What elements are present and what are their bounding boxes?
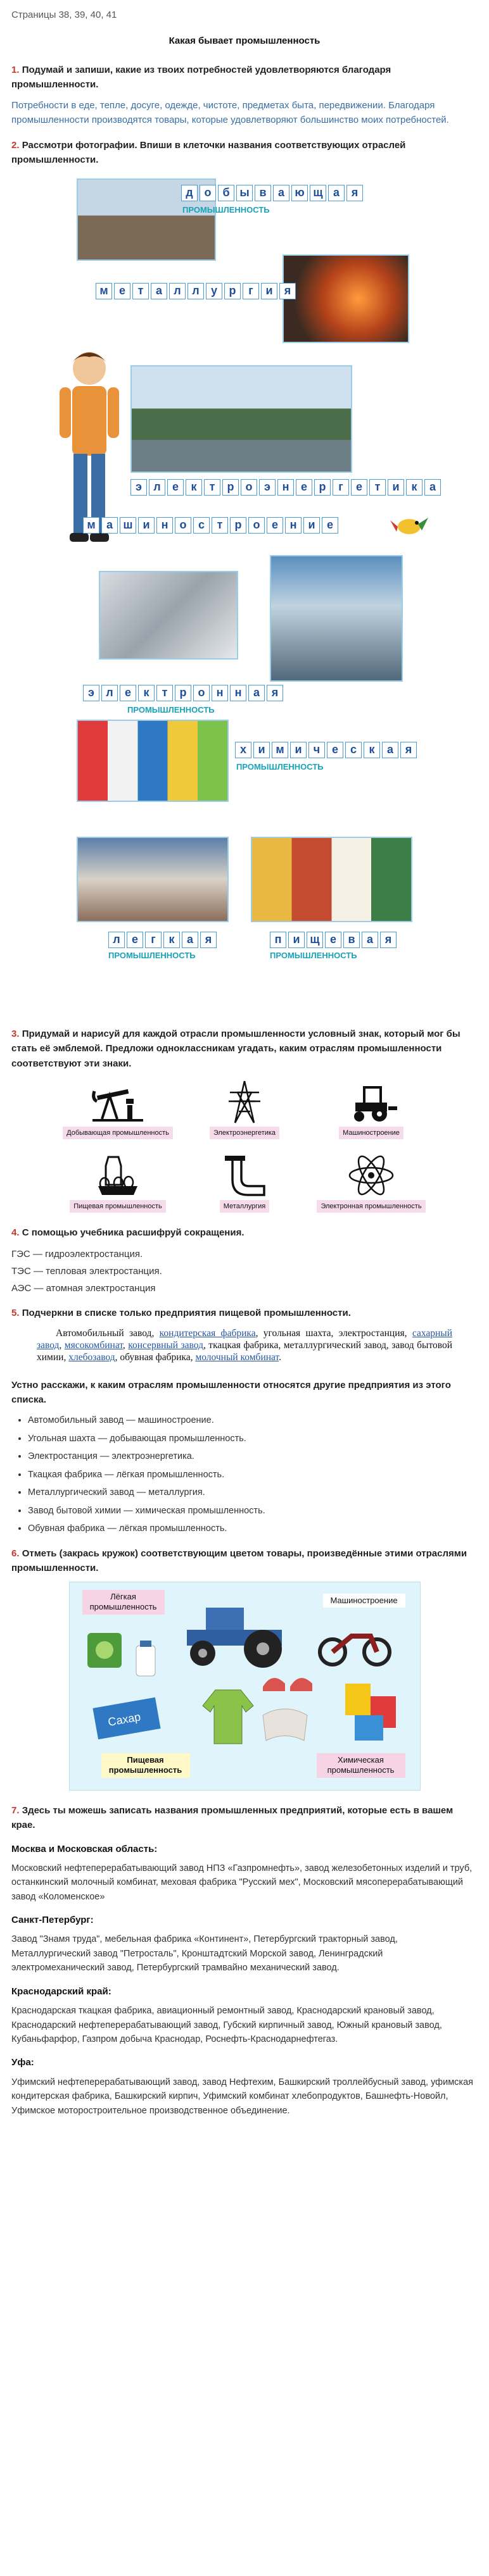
task-text: Подчеркни в списке только предприятия пищевой промышленности.	[22, 1308, 351, 1319]
underlined-factory: консервный завод	[128, 1339, 203, 1351]
letter-box[interactable]: е	[167, 479, 184, 496]
underlined-factory: кондитерская фабрика	[159, 1327, 256, 1339]
letter-box[interactable]: б	[218, 185, 234, 201]
region-text: Уфимский нефтеперерабатывающий завод, завод Нефтехим, Башкирский троллейбусный завод, уфимская кондитерская фабрика, Башкирский кирпич, Уфимский комбинат хлебопродуктов, Башнефть-Новойл, Уфимское моторостроительное производственное объединение.	[11, 2077, 473, 2116]
letter-box[interactable]: с	[193, 517, 210, 534]
caption-himicheskaya: ПРОМЫШЛЕННОСТЬ	[236, 762, 324, 772]
region-text: Московский нефтеперерабатывающий завод НПЗ «Газпромнефть», завод железобетонных изделий и труб, останкинский молочный комбинат, меховая фабрика "Русский мех", Московский мясоперерабатывающий завод «Коломенское»	[11, 1863, 473, 1902]
tag-food-industry: Пищевая промышленность	[101, 1753, 190, 1778]
caption-dobyvayushchaya: ПРОМЫШЛЕННОСТЬ	[182, 205, 270, 215]
task-text: Придумай и нарисуй для каждой отрасли промышленности условный знак, который мог бы стать её эмблемой. Предложи одноклассникам угадать, каким отраслям промышленности соответствуют эти знаки.	[11, 1029, 460, 1069]
underlined-factory: молочный комбинат	[195, 1352, 279, 1363]
list-item: • Электростанция — электроэнергетика.	[28, 1449, 478, 1463]
letter-box[interactable]: о	[200, 185, 216, 201]
emblem-label: Добывающая промышленность	[63, 1127, 173, 1139]
emblems-grid	[11, 1080, 478, 1213]
factory-text-part: ,	[59, 1339, 65, 1351]
task-text: Отметь (закрась кружок) соответствующим цветом товары, произведённые этими отраслями промышленности.	[11, 1547, 467, 1573]
letter-box[interactable]: о	[193, 685, 210, 701]
letter-box[interactable]: э	[83, 685, 99, 701]
letter-box[interactable]: а	[182, 932, 198, 948]
svg-text:Сахар: Сахар	[106, 1710, 142, 1729]
tractor-picture	[174, 1595, 307, 1671]
motorcycle-picture	[317, 1617, 393, 1668]
list-item: • Автомобильный завод — машиностроение.	[28, 1413, 478, 1427]
letter-box[interactable]: м	[272, 742, 288, 758]
letter-box[interactable]: е	[322, 517, 338, 534]
word-row-himicheskaya	[235, 742, 417, 758]
car-factory-photo	[99, 571, 238, 660]
letter-box[interactable]: и	[388, 479, 404, 496]
letter-box[interactable]: е	[127, 932, 143, 948]
paint-cans-picture	[336, 1677, 405, 1747]
goods-picture	[69, 1582, 421, 1791]
underlined-factory: хлебозавод	[68, 1352, 115, 1363]
pipe-icon	[216, 1153, 273, 1197]
factory-text-part: .	[279, 1352, 281, 1363]
letter-box[interactable]: к	[186, 479, 202, 496]
letter-box[interactable]: с	[345, 742, 362, 758]
letter-box[interactable]: л	[149, 479, 165, 496]
caption-legkaya: ПРОМЫШЛЕННОСТЬ	[108, 951, 196, 960]
power-tower-icon	[216, 1080, 273, 1124]
letter-box[interactable]: н	[277, 479, 294, 496]
jacket-picture	[196, 1684, 260, 1747]
letter-box[interactable]: э	[259, 479, 276, 496]
chemicals-photo	[77, 720, 229, 802]
milk-bottle-picture	[130, 1639, 162, 1677]
letter-box[interactable]: т	[204, 479, 220, 496]
letter-box[interactable]: р	[175, 685, 191, 701]
power-plant-photo	[130, 365, 352, 473]
letter-box[interactable]: е	[296, 479, 312, 496]
list-item: • Завод бытовой химии — химическая промышленность.	[28, 1504, 478, 1518]
task-1-heading	[11, 63, 478, 92]
letter-box[interactable]: т	[132, 283, 149, 299]
letter-box[interactable]: э	[130, 479, 147, 496]
letter-box[interactable]: е	[267, 517, 283, 534]
underlined-factory: мясокомбинат	[64, 1339, 123, 1351]
letter-box[interactable]: к	[364, 742, 380, 758]
region-name: Краснодарский край:	[11, 1985, 111, 1997]
letter-box[interactable]: о	[241, 479, 257, 496]
letter-box[interactable]: а	[248, 685, 265, 701]
letter-box[interactable]: и	[288, 932, 305, 948]
emblem-machine	[308, 1080, 435, 1139]
letter-box[interactable]: а	[382, 742, 398, 758]
emblem-power	[181, 1080, 308, 1139]
task-number: 5.	[11, 1308, 20, 1319]
letter-box[interactable]: а	[362, 932, 378, 948]
word-row-metallurgiya	[96, 283, 296, 299]
letter-box[interactable]: к	[163, 932, 180, 948]
letter-box[interactable]: р	[222, 479, 239, 496]
letter-box[interactable]: щ	[310, 185, 326, 201]
region-name: Санкт-Петербург:	[11, 1915, 94, 1926]
letter-box[interactable]: и	[253, 742, 270, 758]
list-item: • Угольная шахта — добывающая промышленность.	[28, 1432, 478, 1446]
letter-box[interactable]: г	[145, 932, 162, 948]
letter-box[interactable]: р	[230, 517, 246, 534]
letter-box[interactable]: и	[303, 517, 320, 534]
letter-box[interactable]: у	[206, 283, 222, 299]
region-name: Уфа:	[11, 2057, 34, 2068]
underlined-factory: сахарный завод	[37, 1327, 453, 1351]
letter-box[interactable]: д	[181, 185, 198, 201]
tag-chem-industry: Химическая промышленность	[317, 1753, 405, 1778]
tag-machine-building: Машиностроение	[323, 1594, 405, 1608]
letter-box[interactable]: н	[156, 517, 173, 534]
task-3-heading	[11, 1027, 478, 1071]
letter-box[interactable]: е	[351, 479, 367, 496]
task-4-heading	[11, 1225, 478, 1240]
factory-text-part: , обувная фабрика,	[115, 1352, 196, 1363]
letter-box[interactable]: п	[270, 932, 286, 948]
factory-text-part: , ткацкая фабрика, металлургический завод, завод бытовой химии,	[37, 1339, 453, 1363]
letter-box[interactable]: я	[400, 742, 417, 758]
abbreviation-item: ТЭС — тепловая электростанция.	[11, 1265, 162, 1277]
letter-box[interactable]: я	[380, 932, 397, 948]
task-number: 6.	[11, 1547, 20, 1559]
word-row-pishchevaya	[270, 932, 397, 948]
caption-elektronnaya: ПРОМЫШЛЕННОСТЬ	[127, 705, 215, 715]
letter-box[interactable]: ы	[236, 185, 253, 201]
tag-light-industry: Лёгкая промышленность	[82, 1590, 165, 1615]
scarf-picture	[260, 1703, 310, 1747]
atom-icon	[343, 1153, 400, 1197]
letter-box[interactable]: г	[243, 283, 259, 299]
letter-box[interactable]: е	[120, 685, 136, 701]
letter-box[interactable]: о	[175, 517, 191, 534]
task-number: 3.	[11, 1029, 20, 1039]
letter-box[interactable]: л	[101, 685, 118, 701]
letter-box[interactable]: я	[200, 932, 217, 948]
industries-worksheet	[61, 178, 436, 1014]
list-item: • Обувная фабрика — лёгкая промышленность.	[28, 1522, 478, 1535]
factory-list	[11, 1327, 478, 1364]
word-row-elektroenergetika	[130, 479, 441, 496]
letter-box[interactable]: а	[424, 479, 441, 496]
word-row-elektronnaya	[83, 685, 283, 701]
letter-box[interactable]: ш	[120, 517, 136, 534]
emblem-mining	[54, 1080, 181, 1139]
letter-box[interactable]: я	[279, 283, 296, 299]
letter-box[interactable]: л	[187, 283, 204, 299]
page-pages: Страницы 38, 39, 40, 41	[11, 9, 117, 20]
task-number: 2.	[11, 139, 20, 151]
letter-box[interactable]: н	[230, 685, 246, 701]
abbreviation-item: ГЭС — гидроэлектростанция.	[11, 1248, 143, 1260]
list-item: • Металлургический завод — металлургия.	[28, 1485, 478, 1499]
letter-box[interactable]: т	[156, 685, 173, 701]
letter-box[interactable]: я	[267, 685, 283, 701]
letter-box[interactable]: ю	[291, 185, 308, 201]
emblem-electronics	[308, 1153, 435, 1213]
task-text: Рассмотри фотографии. Впиши в клеточки названия соответствующих отраслей промышленности.	[11, 139, 406, 165]
letter-box[interactable]: н	[285, 517, 302, 534]
letter-box[interactable]: щ	[307, 932, 323, 948]
emblem-food	[54, 1153, 181, 1213]
task-1-answer: Потребности в еде, тепле, досуге, одежде, чистоте, предметах быта, передвижении. Благодаря промышленности производятся товары, которые удовлетворяют большинство моих потребностей.	[11, 100, 449, 126]
peas-can-picture	[82, 1627, 127, 1671]
letter-box[interactable]: р	[224, 283, 241, 299]
letter-box[interactable]: а	[328, 185, 345, 201]
letter-box[interactable]: т	[212, 517, 228, 534]
tractor-icon	[343, 1080, 400, 1124]
clothing-photo	[77, 837, 229, 922]
letter-box[interactable]: р	[314, 479, 331, 496]
letter-box[interactable]: в	[255, 185, 271, 201]
task-5-question: Устно расскажи, к каким отраслям промышленности относятся другие предприятия из этого списка.	[11, 1379, 451, 1405]
regions-list	[11, 1842, 478, 2118]
emblem-label: Электронная промышленность	[317, 1200, 425, 1213]
emblem-label: Электроэнергетика	[210, 1127, 279, 1139]
letter-box[interactable]: и	[138, 517, 155, 534]
task-text: Здесь ты можешь записать названия промышленных предприятий, которые есть в вашем крае.	[11, 1805, 454, 1831]
abbreviations-list	[11, 1247, 478, 1296]
letter-box[interactable]: м	[96, 283, 112, 299]
task-2-heading	[11, 138, 478, 168]
letter-box[interactable]: к	[138, 685, 155, 701]
letter-box[interactable]: г	[333, 479, 349, 496]
parrot-illustration	[390, 508, 428, 542]
task-6-heading	[11, 1546, 478, 1576]
emblem-metal	[181, 1153, 308, 1213]
page-title: Какая бывает промышленность	[168, 35, 321, 47]
factory-text-part: Автомобильный завод,	[56, 1327, 160, 1339]
letter-box[interactable]: м	[83, 517, 99, 534]
region-name: Москва и Московская область:	[11, 1843, 158, 1854]
task-number: 7.	[11, 1805, 20, 1816]
letter-box[interactable]: т	[369, 479, 386, 496]
letter-box[interactable]: а	[273, 185, 289, 201]
letter-box[interactable]: н	[212, 685, 228, 701]
list-item: • Ткацкая фабрика — лёгкая промышленность.	[28, 1468, 478, 1482]
letter-box[interactable]: к	[406, 479, 422, 496]
word-row-mashinostroenie	[83, 517, 338, 534]
task-number: 1.	[11, 64, 20, 75]
industry-answers-list	[11, 1413, 478, 1535]
letter-box[interactable]: л	[169, 283, 186, 299]
word-row-legkaya	[108, 932, 217, 948]
letter-box[interactable]: а	[101, 517, 118, 534]
letter-box[interactable]: и	[261, 283, 277, 299]
emblem-label: Пищевая промышленность	[70, 1200, 166, 1213]
letter-box[interactable]: е	[327, 742, 343, 758]
sugar-pack-picture	[89, 1690, 165, 1741]
letter-box[interactable]: е	[325, 932, 341, 948]
factory-text-part: ,	[122, 1339, 129, 1351]
task-text: С помощью учебника расшифруй сокращения.	[22, 1227, 244, 1239]
letter-box[interactable]: ч	[308, 742, 325, 758]
electronics-photo	[270, 555, 403, 682]
oil-pump-icon	[89, 1080, 146, 1124]
food-photo	[251, 837, 412, 922]
letter-box[interactable]: и	[290, 742, 307, 758]
milk-eggs-icon	[89, 1153, 146, 1197]
region-text: Завод "Знамя труда", мебельная фабрика «Континент», Петербургский тракторный завод, Металлургический завод "Петросталь", Кронштадтский Морской завод, Ленинградский электромеханический завод, Петербургский трамвайно механический завод.	[11, 1934, 398, 1973]
letter-box[interactable]: х	[235, 742, 251, 758]
letter-box[interactable]: в	[343, 932, 360, 948]
factory-text-part: , угольная шахта, электростанция,	[255, 1327, 412, 1339]
task-7-heading	[11, 1803, 478, 1833]
emblem-label: Металлургия	[220, 1200, 270, 1213]
abbreviation-item: АЭС — атомная электростанция	[11, 1283, 156, 1294]
letter-box[interactable]: о	[248, 517, 265, 534]
task-text: Подумай и запиши, какие из твоих потребностей удовлетворяются благодаря промышленности.	[11, 64, 391, 90]
caption-pishchevaya: ПРОМЫШЛЕННОСТЬ	[270, 951, 357, 960]
letter-box[interactable]: я	[346, 185, 363, 201]
task-number: 4.	[11, 1227, 20, 1239]
emblem-label: Машиностроение	[339, 1127, 403, 1139]
letter-box[interactable]: е	[114, 283, 130, 299]
shoes-picture	[260, 1665, 317, 1696]
metallurgy-photo	[283, 254, 409, 343]
word-row-dobyvayushchaya	[181, 185, 363, 201]
letter-box[interactable]: л	[108, 932, 125, 948]
letter-box[interactable]: а	[151, 283, 167, 299]
region-text: Краснодарская ткацкая фабрика, авиационный ремонтный завод, Краснодарский крановый завод, Краснодарский нефтеперерабатывающий завод, Губский кирпичный завод, Южный крановый завод, Кубаньфарфор, Газпром добыча Краснодар, Роснефть-Краснодарнефтегаз.	[11, 2006, 442, 2044]
task-5-heading	[11, 1306, 478, 1320]
